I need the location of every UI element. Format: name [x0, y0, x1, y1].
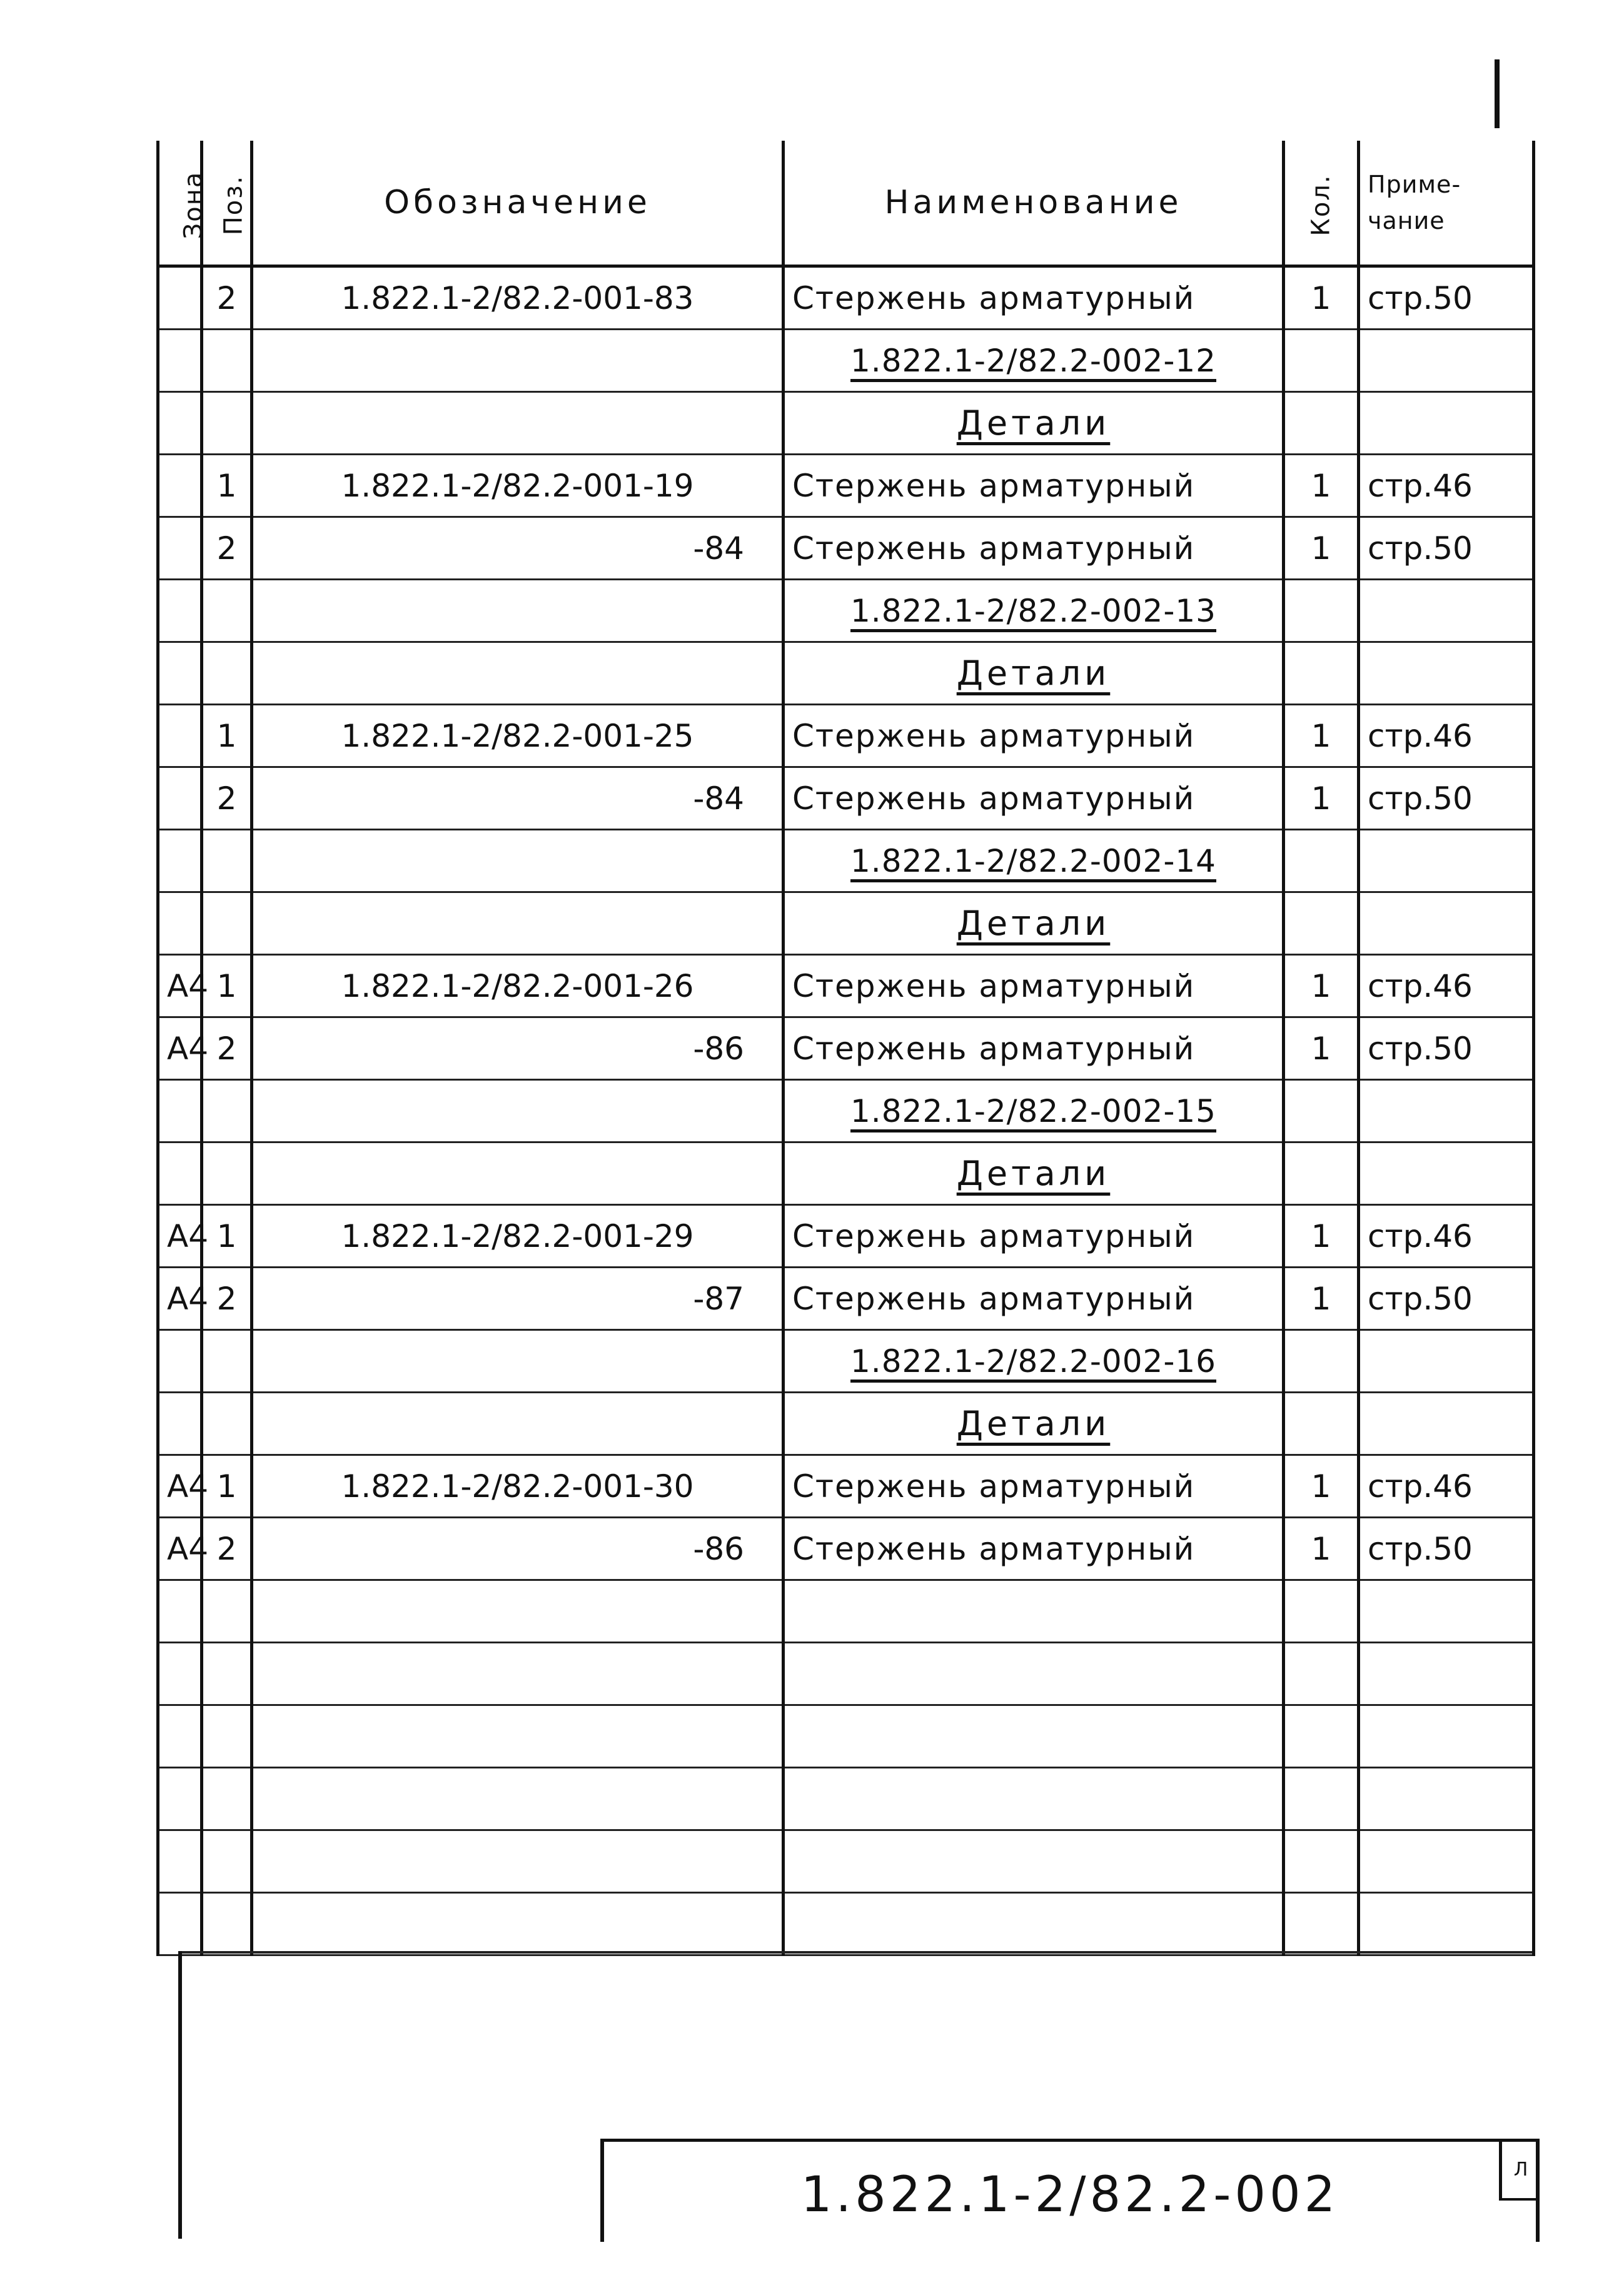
cell-zone: [158, 392, 202, 455]
cell-qty: [1284, 892, 1359, 955]
table-row: [158, 1455, 1534, 1518]
sheet-edge-mark: [1495, 59, 1500, 128]
cell-qty: 1: [1284, 1205, 1359, 1268]
cell-zone: А4: [158, 1518, 202, 1580]
cell-designation: [252, 642, 784, 705]
cell-zone: [158, 1142, 202, 1205]
table-body: [158, 266, 1534, 1955]
cell-zone: А4: [158, 1205, 202, 1268]
table-row: [158, 767, 1534, 830]
cell-note: стр.46: [1359, 1205, 1534, 1268]
cell-zone: [158, 642, 202, 705]
cell-note: [1359, 642, 1534, 705]
cell-designation: [252, 580, 784, 642]
header-pos-label: Поз.: [219, 174, 248, 236]
cell-empty: [202, 1830, 252, 1893]
cell-zone: [158, 330, 202, 392]
cell-designation: [252, 830, 784, 892]
cell-pos: 2: [202, 1518, 252, 1580]
lower-frame-rule: [178, 1951, 1532, 1954]
header-zone-label: Зона: [179, 171, 208, 240]
cell-pos: 2: [202, 517, 252, 580]
cell-zone: [158, 830, 202, 892]
header-name: Наименование: [784, 141, 1284, 266]
cell-zone: [158, 517, 202, 580]
cell-empty: [252, 1893, 784, 1955]
cell-zone: [158, 580, 202, 642]
cell-pos: [202, 642, 252, 705]
cell-pos: [202, 1330, 252, 1393]
table-row: [158, 1330, 1534, 1393]
table-row: [158, 1518, 1534, 1580]
cell-qty: [1284, 830, 1359, 892]
cell-empty: [252, 1768, 784, 1830]
cell-pos: 1: [202, 955, 252, 1017]
title-block-code: 1.822.1-2/82.2-002: [800, 2167, 1339, 2223]
cell-zone: [158, 1080, 202, 1142]
header-pos: [202, 141, 252, 266]
table-row: [158, 830, 1534, 892]
table-row: [158, 705, 1534, 767]
cell-designation: [252, 892, 784, 955]
cell-empty: [784, 1705, 1284, 1768]
cell-empty: [202, 1643, 252, 1705]
cell-designation: [252, 330, 784, 392]
cell-qty: 1: [1284, 955, 1359, 1017]
cell-empty: [158, 1893, 202, 1955]
cell-qty: 1: [1284, 1268, 1359, 1330]
cell-qty: [1284, 1330, 1359, 1393]
cell-qty: [1284, 330, 1359, 392]
cell-name: Стержень арматурный: [784, 1455, 1284, 1518]
cell-designation: [252, 1080, 784, 1142]
cell-empty: [158, 1580, 202, 1643]
cell-pos: [202, 892, 252, 955]
cell-designation: -84: [252, 517, 784, 580]
cell-note: стр.46: [1359, 705, 1534, 767]
cell-qty: 1: [1284, 1455, 1359, 1518]
cell-qty: 1: [1284, 1017, 1359, 1080]
cell-designation: 1.822.1-2/82.2-001-83: [252, 266, 784, 330]
cell-qty: 1: [1284, 455, 1359, 517]
cell-pos: 2: [202, 767, 252, 830]
cell-designation: -86: [252, 1017, 784, 1080]
cell-note: [1359, 1142, 1534, 1205]
cell-empty: [202, 1580, 252, 1643]
cell-qty: [1284, 642, 1359, 705]
cell-zone: А4: [158, 1268, 202, 1330]
cell-zone: А4: [158, 1455, 202, 1518]
header-designation: Обозначение: [252, 141, 784, 266]
cell-zone: [158, 1393, 202, 1455]
table-row: [158, 1080, 1534, 1142]
cell-qty: 1: [1284, 705, 1359, 767]
cell-designation: 1.822.1-2/82.2-001-29: [252, 1205, 784, 1268]
cell-zone: [158, 1330, 202, 1393]
cell-designation: -86: [252, 1518, 784, 1580]
cell-empty: [158, 1643, 202, 1705]
table-row: [158, 455, 1534, 517]
table-row: [158, 1205, 1534, 1268]
cell-empty: [1284, 1705, 1359, 1768]
cell-empty: [1359, 1830, 1534, 1893]
cell-pos: 2: [202, 1268, 252, 1330]
table-row: [158, 892, 1534, 955]
table-row-empty: [158, 1893, 1534, 1955]
cell-pos: [202, 1142, 252, 1205]
cell-note: стр.50: [1359, 517, 1534, 580]
cell-qty: 1: [1284, 517, 1359, 580]
cell-note: стр.46: [1359, 955, 1534, 1017]
cell-empty: [158, 1768, 202, 1830]
cell-empty: [1284, 1643, 1359, 1705]
cell-empty: [784, 1830, 1284, 1893]
cell-empty: [202, 1768, 252, 1830]
cell-empty: [1284, 1893, 1359, 1955]
cell-designation: [252, 1330, 784, 1393]
table-row: [158, 955, 1534, 1017]
cell-note: [1359, 1330, 1534, 1393]
table-row: [158, 392, 1534, 455]
cell-empty: [1284, 1830, 1359, 1893]
cell-name: Стержень арматурный: [784, 455, 1284, 517]
cell-zone: А4: [158, 955, 202, 1017]
cell-qty: 1: [1284, 266, 1359, 330]
cell-qty: [1284, 580, 1359, 642]
cell-qty: 1: [1284, 1518, 1359, 1580]
table-row: [158, 580, 1534, 642]
cell-note: стр.50: [1359, 1268, 1534, 1330]
cell-qty: [1284, 1142, 1359, 1205]
cell-qty: [1284, 1080, 1359, 1142]
cell-empty: [158, 1830, 202, 1893]
cell-pos: [202, 330, 252, 392]
cell-name: 1.822.1-2/82.2-002-16: [784, 1330, 1284, 1393]
table-header-row: [158, 141, 1534, 266]
cell-empty: [252, 1705, 784, 1768]
cell-designation: [252, 392, 784, 455]
cell-pos: [202, 580, 252, 642]
cell-pos: [202, 1080, 252, 1142]
cell-note: [1359, 392, 1534, 455]
cell-note: [1359, 1393, 1534, 1455]
cell-zone: [158, 455, 202, 517]
cell-name: Стержень арматурный: [784, 1268, 1284, 1330]
table-row: [158, 1393, 1534, 1455]
table-row-empty: [158, 1643, 1534, 1705]
lower-frame-left-border: [178, 1951, 182, 2239]
cell-designation: [252, 1142, 784, 1205]
cell-name: Стержень арматурный: [784, 1205, 1284, 1268]
table-row: [158, 266, 1534, 330]
cell-pos: 1: [202, 705, 252, 767]
cell-note: стр.46: [1359, 1455, 1534, 1518]
cell-note: стр.46: [1359, 455, 1534, 517]
cell-pos: 1: [202, 455, 252, 517]
title-block-sheet-cell: Л: [1499, 2142, 1540, 2201]
cell-qty: 1: [1284, 767, 1359, 830]
cell-pos: 1: [202, 1455, 252, 1518]
cell-empty: [202, 1705, 252, 1768]
cell-note: стр.50: [1359, 266, 1534, 330]
cell-pos: [202, 392, 252, 455]
table-row-empty: [158, 1768, 1534, 1830]
cell-designation: 1.822.1-2/82.2-001-19: [252, 455, 784, 517]
cell-name: Стержень арматурный: [784, 1017, 1284, 1080]
table-row: [158, 1142, 1534, 1205]
table-row: [158, 1268, 1534, 1330]
cell-empty: [252, 1580, 784, 1643]
table-row-empty: [158, 1705, 1534, 1768]
cell-empty: [252, 1643, 784, 1705]
cell-designation: 1.822.1-2/82.2-001-25: [252, 705, 784, 767]
cell-name: Стержень арматурный: [784, 705, 1284, 767]
cell-name: Стержень арматурный: [784, 955, 1284, 1017]
cell-pos: 1: [202, 1205, 252, 1268]
cell-qty: [1284, 392, 1359, 455]
cell-empty: [1359, 1580, 1534, 1643]
cell-designation: -84: [252, 767, 784, 830]
cell-zone: [158, 767, 202, 830]
cell-empty: [158, 1705, 202, 1768]
cell-pos: [202, 1393, 252, 1455]
cell-note: [1359, 830, 1534, 892]
cell-note: [1359, 1080, 1534, 1142]
table-row: [158, 517, 1534, 580]
table-row-empty: [158, 1830, 1534, 1893]
header-qty-label: Кол.: [1306, 174, 1336, 236]
header-note: [1359, 141, 1534, 266]
cell-name: Стержень арматурный: [784, 1518, 1284, 1580]
cell-designation: -87: [252, 1268, 784, 1330]
cell-empty: [784, 1643, 1284, 1705]
cell-name: 1.822.1-2/82.2-002-15: [784, 1080, 1284, 1142]
cell-name: 1.822.1-2/82.2-002-13: [784, 580, 1284, 642]
cell-empty: [1359, 1643, 1534, 1705]
cell-note: стр.50: [1359, 767, 1534, 830]
cell-empty: [784, 1580, 1284, 1643]
cell-empty: [1359, 1893, 1534, 1955]
cell-name: 1.822.1-2/82.2-002-12: [784, 330, 1284, 392]
cell-note: стр.50: [1359, 1017, 1534, 1080]
cell-name: Стержень арматурный: [784, 266, 1284, 330]
header-zone: [158, 141, 208, 266]
cell-empty: [1359, 1705, 1534, 1768]
cell-name: Стержень арматурный: [784, 517, 1284, 580]
cell-note: [1359, 330, 1534, 392]
header-note-label: Приме- чание: [1368, 171, 1461, 235]
table-row: [158, 1017, 1534, 1080]
cell-zone: [158, 266, 202, 330]
cell-name: Детали: [784, 642, 1284, 705]
cell-empty: [252, 1830, 784, 1893]
cell-empty: [784, 1893, 1284, 1955]
cell-name: Детали: [784, 1393, 1284, 1455]
cell-note: [1359, 580, 1534, 642]
cell-name: Стержень арматурный: [784, 767, 1284, 830]
cell-pos: [202, 830, 252, 892]
cell-empty: [784, 1768, 1284, 1830]
cell-zone: А4: [158, 1017, 202, 1080]
specification-frame: [156, 141, 1532, 1954]
header-qty: [1284, 141, 1359, 266]
cell-designation: [252, 1393, 784, 1455]
cell-empty: [1284, 1580, 1359, 1643]
cell-name: Детали: [784, 892, 1284, 955]
table-row-empty: [158, 1580, 1534, 1643]
title-block: [600, 2139, 1540, 2242]
cell-empty: [202, 1893, 252, 1955]
cell-name: 1.822.1-2/82.2-002-14: [784, 830, 1284, 892]
cell-empty: [1284, 1768, 1359, 1830]
cell-designation: 1.822.1-2/82.2-001-30: [252, 1455, 784, 1518]
specification-table: [156, 141, 1535, 1956]
cell-note: стр.50: [1359, 1518, 1534, 1580]
cell-name: Детали: [784, 392, 1284, 455]
cell-pos: 2: [202, 266, 252, 330]
table-row: [158, 330, 1534, 392]
cell-zone: [158, 705, 202, 767]
cell-empty: [1359, 1768, 1534, 1830]
cell-note: [1359, 892, 1534, 955]
cell-qty: [1284, 1393, 1359, 1455]
cell-name: Детали: [784, 1142, 1284, 1205]
table-row: [158, 642, 1534, 705]
cell-pos: 2: [202, 1017, 252, 1080]
cell-zone: [158, 892, 202, 955]
cell-designation: 1.822.1-2/82.2-001-26: [252, 955, 784, 1017]
